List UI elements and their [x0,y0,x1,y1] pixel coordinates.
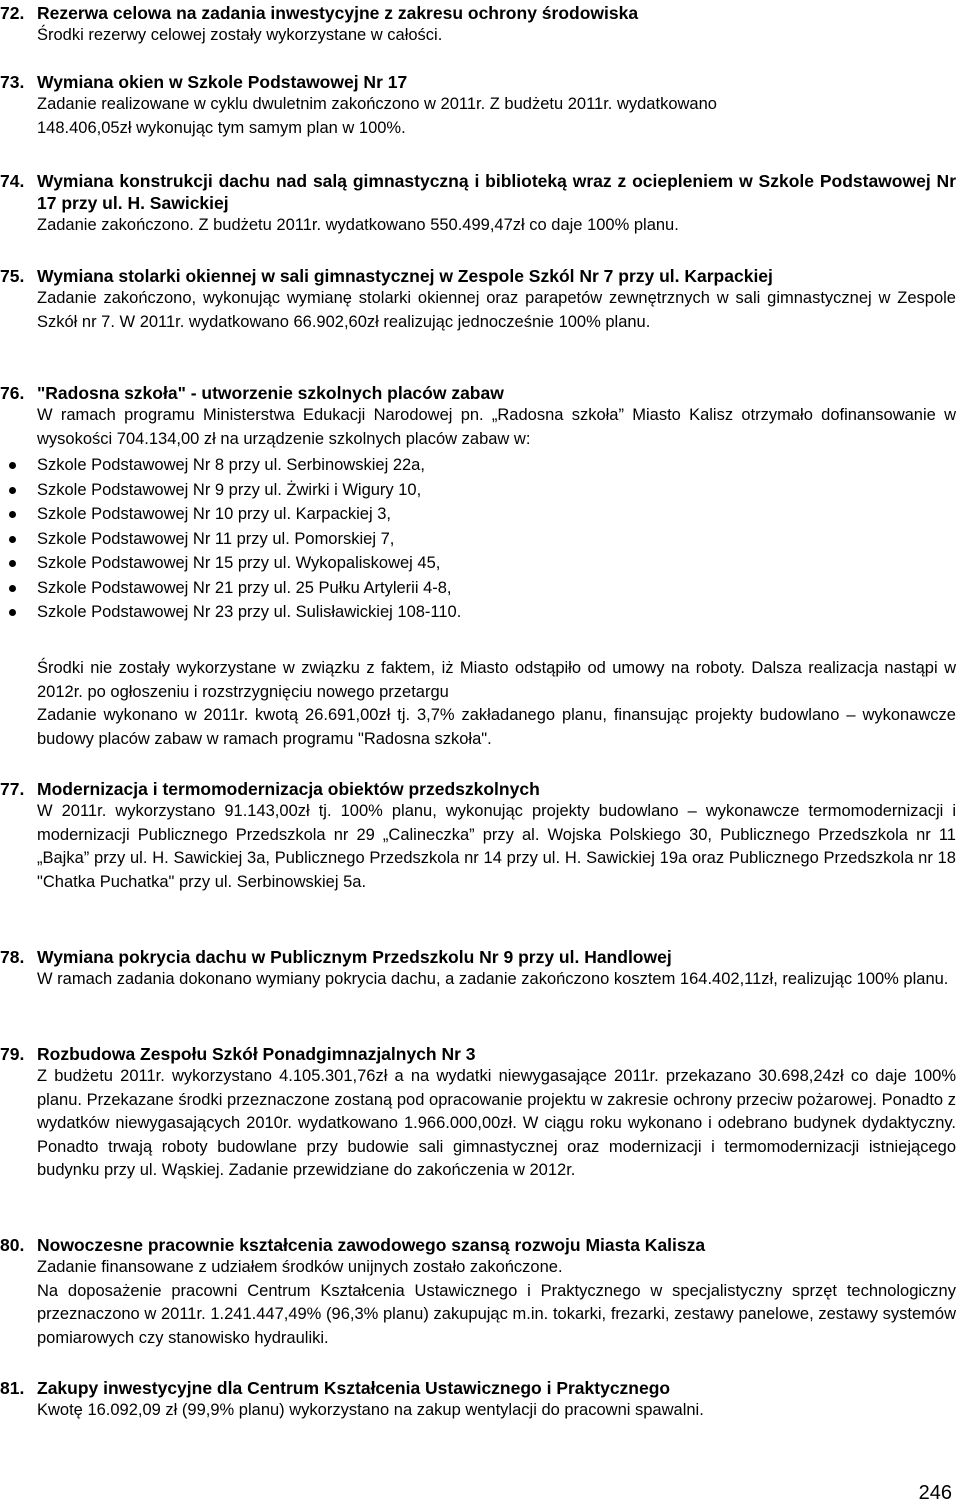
section-80 [0,1234,960,1350]
section-heading [0,170,960,214]
section-title: Wymiana konstrukcji dachu nad salą gimnastyczną i biblioteką wraz z ociepleniem w Szkole Podstawowej Nr 17 przy ul. H. Sawickiej [37,171,956,213]
section-heading [0,1377,960,1399]
list-item: Szkole Podstawowej Nr 23 przy ul. Sulisławickiej 108-110. [0,600,960,625]
section-title: Modernizacja i termomodernizacja obiektów przedszkolnych [37,779,540,799]
section-heading [0,382,960,404]
section-number: 77. [0,779,25,799]
section-text: W ramach programu Ministerstwa Edukacji Narodowej pn. „Radosna szkoła” Miasto Kalisz otrzymało dofinansowanie w wysokości 704.134,00 zł na urządzenie szkolnych placów zabaw w: [37,406,956,448]
section-heading [0,946,960,968]
section-text: Środki rezerwy celowej zostały wykorzystane w całości. [37,26,443,44]
bullet-icon [9,609,16,616]
section-text-2: Na doposażenie pracowni Centrum Kształcenia Ustawicznego i Praktycznego w specjalistyczny sprzęt technologiczny przeznaczono w 2011r. 1.241.447,49% (96,3% planu) zakupując m.in. tokarki, frezarki, zestawy panelowe, zestawy systemów pomiarowych czy stanowisko hydrauliki. [37,1281,956,1347]
bullet-list [0,453,960,625]
list-item: Szkole Podstawowej Nr 8 przy ul. Serbinowskiej 22a, [0,453,960,478]
bullet-icon [9,585,16,592]
section-text: W ramach zadania dokonano wymiany pokrycia dachu, a zadanie zakończono kosztem 164.402,11zł, realizując 100% planu. [37,970,949,988]
section-title: Rozbudowa Zespołu Szkół Ponadgimnazjalnych Nr 3 [37,1044,476,1064]
section-heading [0,778,960,800]
section-title: Wymiana okien w Szkole Podstawowej Nr 17 [37,72,408,92]
section-title: "Radosna szkoła" - utworzenie szkolnych placów zabaw [37,383,504,403]
section-text: Zadanie realizowane w cyklu dwuletnim zakończono w 2011r. Z budżetu 2011r. wydatkowano 148.406,05zł wykonując tym samym plan w 100%. [37,95,717,137]
section-number: 78. [0,947,25,967]
section-number: 80. [0,1235,25,1255]
section-text: Zadanie finansowane z udziałem środków unijnych zostało zakończone. [37,1258,563,1276]
section-79 [0,1043,960,1183]
list-item: Szkole Podstawowej Nr 11 przy ul. Pomorskiej 7, [0,527,960,552]
section-heading [0,1043,960,1065]
section-title: Wymiana pokrycia dachu w Publicznym Przedszkolu Nr 9 przy ul. Handlowej [37,947,672,967]
section-number: 76. [0,383,25,403]
section-number: 74. [0,171,25,191]
section-number: 72. [0,3,25,23]
bullet-icon [9,511,16,518]
section-heading [0,265,960,287]
section-title: Rezerwa celowa na zadania inwestycyjne z zakresu ochrony środowiska [37,3,639,23]
section-text: Zadanie zakończono, wykonując wymianę stolarki okiennej oraz parapetów zewnętrznych w sali gimnastycznej w Zespole Szkół nr 7. W 2011r. wydatkowano 66.902,60zł realizując jednocześnie 100% planu. [37,289,956,331]
section-72 [0,2,960,48]
section-title: Wymiana stolarki okiennej w sali gimnastycznej w Zespole Szkól Nr 7 przy ul. Karpackiej [37,266,773,286]
section-text: Kwotę 16.092,09 zł (99,9% planu) wykorzystano na zakup wentylacji do pracowni spawalni. [37,1401,704,1419]
section-81 [0,1377,960,1423]
section-number: 81. [0,1378,25,1398]
section-heading [0,71,960,93]
section-78 [0,946,960,992]
list-item: Szkole Podstawowej Nr 9 przy ul. Żwirki i Wigury 10, [0,478,960,503]
section-text: Z budżetu 2011r. wykorzystano 4.105.301,76zł a na wydatki niewygasające 2011r. przekazano 30.698,24zł co daje 100% planu. Przekazane środki przeznaczone zostaną pod opracowanie projektu w zakresie ochrony przeciw pożarowej. Ponadto z wydatków niewygasających 2010r. wydatkowano 1.966.000,00zł. W ciągu roku wykonano i odebrano budynek dydaktyczny. Ponadto trwają roboty budowlane przy budowie sali gimnastycznej oraz modernizacji i termomodernizacji istniejącego budynku przy ul. Wąskiej. Zadanie przewidziane do zakończenia w 2012r. [37,1067,956,1179]
list-item: Szkole Podstawowej Nr 21 przy ul. 25 Pułku Artylerii 4-8, [0,576,960,601]
bullet-icon [9,487,16,494]
section-heading [0,1234,960,1256]
page-number: 246 [918,1482,952,1504]
section-75 [0,265,960,334]
section-title: Zakupy inwestycyjne dla Centrum Kształcenia Ustawicznego i Praktycznego [37,1378,671,1398]
section-73 [0,71,960,140]
section-number: 75. [0,266,25,286]
section-number: 79. [0,1044,25,1064]
section-76-note: Środki nie zostały wykorzystane w związku z faktem, iż Miasto odstąpiło od umowy na roboty. Dalsza realizacja nastąpi w 2012r. po ogłoszeniu i rozstrzygnięciu nowego przetargu [37,659,956,701]
list-item: Szkole Podstawowej Nr 15 przy ul. Wykopaliskowej 45, [0,551,960,576]
section-text: Zadanie zakończono. Z budżetu 2011r. wydatkowano 550.499,47zł co daje 100% planu. [37,216,679,234]
section-77 [0,778,960,894]
section-heading [0,2,960,24]
section-74 [0,170,960,238]
bullet-icon [9,560,16,567]
list-item: Szkole Podstawowej Nr 10 przy ul. Karpackiej 3, [0,502,960,527]
section-76-summary: Zadanie wykonano w 2011r. kwotą 26.691,00zł tj. 3,7% zakładanego planu, finansując projekty budowlano – wykonawcze budowy placów zabaw w ramach programu "Radosna szkoła". [37,706,956,748]
section-title: Nowoczesne pracownie kształcenia zawodowego szansą rozwoju Miasta Kalisza [37,1235,706,1255]
section-number: 73. [0,72,25,92]
section-76 [0,382,960,625]
bullet-icon [9,536,16,543]
bullet-icon [9,462,16,469]
section-text: W 2011r. wykorzystano 91.143,00zł tj. 100% planu, wykonując projekty budowlano – wykonawcze termomodernizacji i modernizacji Publicznego Przedszkola nr 29 „Calineczka” przy al. Wojska Polskiego 30, Publicznego Przedszkola nr 11 „Bajka” przy ul. H. Sawickiej 3a, Publicznego Przedszkola nr 14 przy ul. H. Sawickiej 19a oraz Publicznego Przedszkola nr 18 "Chatka Puchatka" przy ul. Serbinowskiej 5a. [37,802,956,891]
